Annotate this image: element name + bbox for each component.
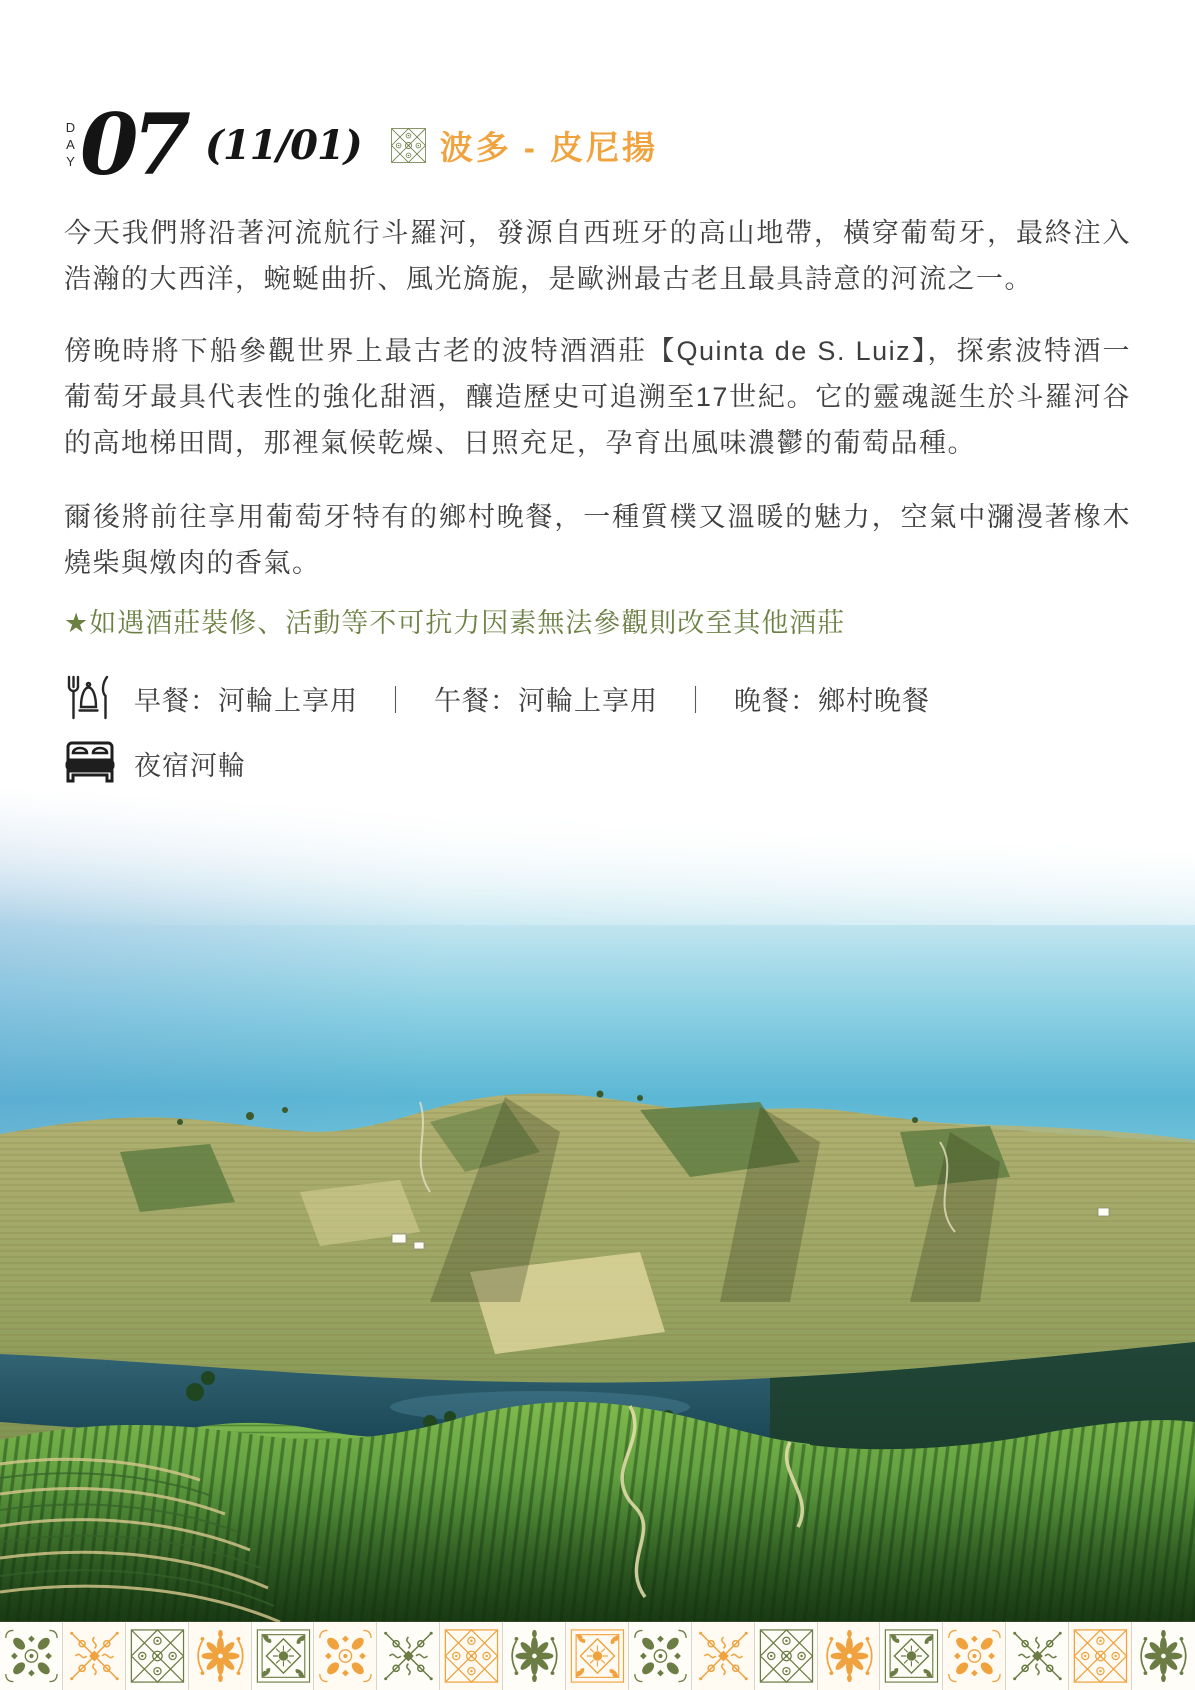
meal-breakfast: 早餐：河輪上享用 xyxy=(134,685,358,716)
note-disclaimer: ★如遇酒莊裝修、活動等不可抗力因素無法參觀則改至其他酒莊 xyxy=(64,608,846,638)
azulejo-tile-frame xyxy=(566,1622,629,1690)
paragraph-douro-river: 今天我們將沿著河流航行斗羅河，發源自西班牙的高山地帶，橫穿葡萄牙，最終注入浩瀚的大西洋，蜿蜒曲折、風光旖旎，是歐洲最古老且最具詩意的河流之一。 xyxy=(64,218,1131,294)
azulejo-tile-cross xyxy=(377,1622,440,1690)
photo-top-fade xyxy=(0,790,1195,925)
azulejo-tile-frame xyxy=(252,1622,315,1690)
azulejo-tile-medallion xyxy=(189,1622,252,1690)
azulejo-tile-rosette xyxy=(943,1622,1006,1690)
day-number: 07 xyxy=(80,95,185,195)
azulejo-tile-frame xyxy=(880,1622,943,1690)
day-header xyxy=(63,0,1131,195)
paragraph-quinta-visit: 傍晚時將下船參觀世界上最古老的波特酒酒莊【Quinta de S. Luiz】，探索波特酒一葡萄牙最具代表性的強化甜酒，釀造歷史可追溯至17世紀。它的靈魂誕生於斗羅河谷的高地梯田間，那裡氣候乾燥、日照充足，孕育出風味濃鬱的葡萄品種。 xyxy=(64,336,1131,458)
day-label: DAY xyxy=(63,119,78,171)
azulejo-tile-rosette xyxy=(629,1622,692,1690)
meal-separator: ｜ xyxy=(382,685,410,716)
azulejo-tile-cross xyxy=(692,1622,755,1690)
accommodation-row xyxy=(64,741,1131,785)
cutlery-icon xyxy=(64,673,112,723)
azulejo-tile-medallion xyxy=(1132,1622,1195,1690)
douro-valley-photo xyxy=(0,790,1195,1622)
azulejo-tile-lattice xyxy=(755,1622,818,1690)
azulejo-tile-lattice xyxy=(1069,1622,1132,1690)
route-title: 波多 - 皮尼揚 xyxy=(439,128,659,166)
meals-row xyxy=(64,673,1131,723)
azulejo-tile-medallion xyxy=(503,1622,566,1690)
terraced-vineyard-hills xyxy=(0,1002,1195,1622)
azulejo-tile-rosette xyxy=(0,1622,63,1690)
azulejo-tile-cross xyxy=(63,1622,126,1690)
meal-dinner: 晚餐：鄉村晚餐 xyxy=(734,685,930,716)
azulejo-tile-icon xyxy=(390,127,427,164)
accommodation-label: 夜宿河輪 xyxy=(134,750,246,781)
meal-separator: ｜ xyxy=(682,685,710,716)
azulejo-tile-cross xyxy=(1006,1622,1069,1690)
azulejo-tile-border xyxy=(0,1622,1195,1690)
day-date: (11/01) xyxy=(204,121,362,169)
azulejo-tile-lattice xyxy=(440,1622,503,1690)
azulejo-tile-rosette xyxy=(314,1622,377,1690)
meal-lunch: 午餐：河輪上享用 xyxy=(434,685,658,716)
paragraph-country-dinner: 爾後將前往享用葡萄牙特有的鄉村晚餐，一種質樸又溫暖的魅力，空氣中瀰漫著橡木燒柴與燉肉的香氣。 xyxy=(64,502,1131,578)
content-column xyxy=(0,0,1195,785)
bed-icon xyxy=(64,741,116,785)
azulejo-tile-medallion xyxy=(818,1622,881,1690)
azulejo-tile-lattice xyxy=(126,1622,189,1690)
